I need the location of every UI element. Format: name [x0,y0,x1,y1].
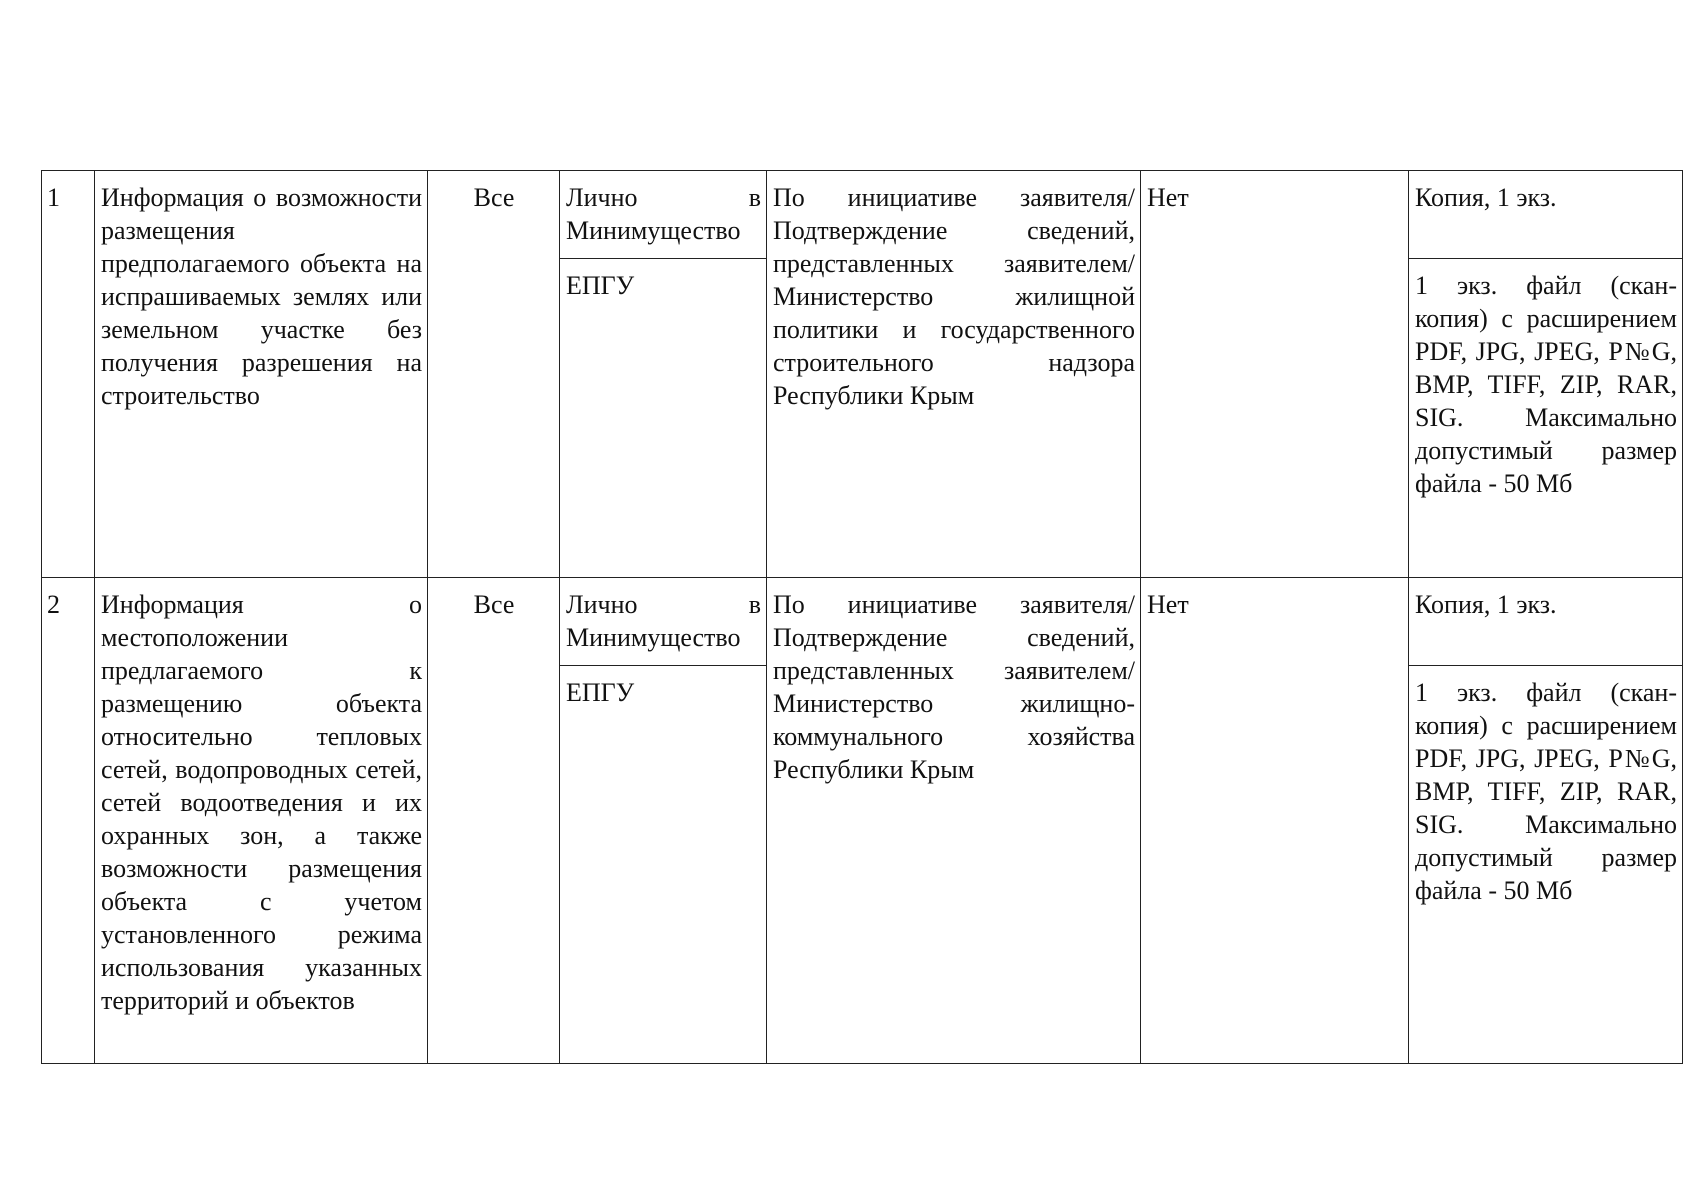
method-label: Лично [566,183,638,212]
source-cell: По инициативе заявителя/Подтверждение сведений, представленных заявителем/Министерство жилищно-коммунального хозяйства Республики Крым [767,578,1141,1064]
table-row [42,171,1683,578]
method-line [566,181,761,214]
document-name-cell: Информация о возможности размещения предполагаемого объекта на испрашиваемых землях или земельном участке без получения разрешения на строительство [95,171,428,578]
document-name-cell: Информация о местоположении предлагаемого к размещению объекта относительно тепловых сетей, водопроводных сетей, сетей водоотведения и их охранных зон, а также возможности размещения объекта с учетом установленного режима использования указанных территорий и объектов [95,578,428,1064]
method-line [566,588,761,621]
copy-requirement: Копия, 1 экз. [1409,578,1682,666]
method-in-person [560,578,766,666]
file-requirement: 1 экз. файл (скан-копия) с расширением PDF, JPG, JPEG, P№G, BMP, TIFF, ZIP, RAR, SIG. Максимально допустимый размер файла - 50 Мб [1415,271,1677,498]
form-cell [1409,578,1683,1064]
source-cell: По инициативе заявителя/Подтверждение сведений, представленных заявителем/Министерство жилищной политики и государственного строительного надзора Республики Крым [767,171,1141,578]
method-preposition: в [748,183,761,212]
method-label: Лично [566,590,638,619]
form-cell [1409,171,1683,578]
file-requirement: 1 экз. файл (скан-копия) с расширением PDF, JPG, JPEG, P№G, BMP, TIFF, ZIP, RAR, SIG. Максимально допустимый размер файла - 50 Мб [1415,678,1677,905]
method-preposition: в [748,590,761,619]
method-in-person [560,171,766,259]
applicant-category-cell: Все [428,578,560,1064]
row-number: 1 [42,171,95,578]
submission-method-cell [560,578,767,1064]
method-agency: Минимущество [566,216,741,245]
method-epgu: ЕПГУ [566,271,635,300]
copy-requirement: Копия, 1 экз. [1409,171,1682,259]
row-number: 2 [42,578,95,1064]
method-agency: Минимущество [566,623,741,652]
applicant-category-cell: Все [428,171,560,578]
table-row [42,578,1683,1064]
document-table [41,170,1683,1064]
required-cell: Нет [1141,171,1409,578]
required-cell: Нет [1141,578,1409,1064]
method-epgu: ЕПГУ [566,678,635,707]
submission-method-cell [560,171,767,578]
